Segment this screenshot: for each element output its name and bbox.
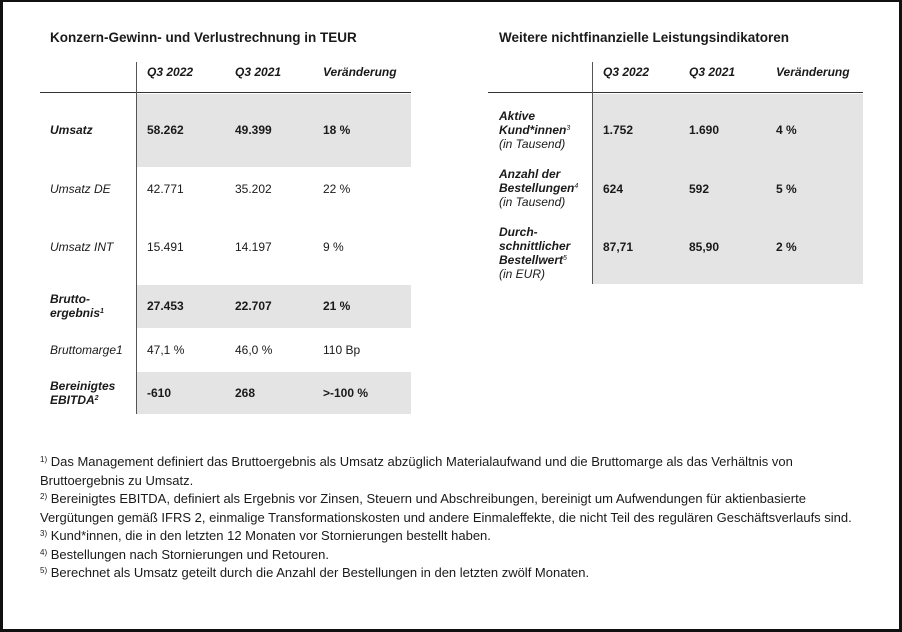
value-q3-2022: 87,71 (603, 240, 634, 254)
footnote-mark: 1) (40, 455, 48, 464)
row-label-line2: schnittlicher (499, 239, 571, 253)
row-label-line1: Brutto- (50, 292, 90, 306)
value-change: 2 % (776, 240, 797, 254)
header-divider (488, 92, 863, 93)
value-q3-2021: 14.197 (235, 240, 272, 254)
footnote-ref: 4 (574, 183, 579, 190)
column-divider (592, 62, 593, 284)
value-q3-2021: 35.202 (235, 182, 272, 196)
footnote-text: Kund*innen, die in den letzten 12 Monaten vor Stornierungen bestellt haben. (50, 528, 491, 543)
value-q3-2022: 1.752 (603, 123, 634, 137)
footnote-mark: 3) (40, 529, 48, 538)
footnote-ref: 3 (566, 125, 571, 132)
row-label-line1: Durch- (499, 225, 538, 239)
row-label-line2: Bestellungen (499, 181, 575, 195)
row-label (499, 167, 578, 209)
footnote-ref: 5 (563, 255, 567, 262)
row-label (50, 379, 115, 407)
footnote-1 (40, 453, 870, 490)
footnote-4 (40, 546, 870, 565)
column-divider (136, 62, 137, 414)
value-q3-2022: -610 (147, 386, 172, 400)
value-change: 110 Bp (323, 343, 361, 357)
value-q3-2021: 85,90 (689, 240, 720, 254)
footnote-text: Bestellungen nach Stornierungen und Retouren. (50, 546, 330, 562)
row-label-line2: EBITDA (50, 393, 95, 407)
value-change: >-100 % (323, 386, 369, 400)
footnote-text: Berechnet als Umsatz geteilt durch die Anzahl der Bestellungen in den letzten zwölf Monaten. (50, 565, 590, 580)
column-header-change: Veränderung (323, 65, 397, 79)
footnote-text: Das Management definiert das Bruttoergebnis als Umsatz abzüglich Materialaufwand und die Bruttomarge als das Verhältnis von Bruttoergebnis zu Umsatz. (40, 454, 793, 488)
value-q3-2021: 1.690 (689, 123, 720, 137)
row-label-line1: Aktive (499, 109, 536, 123)
value-change: 18 % (323, 123, 351, 137)
value-change: 5 % (776, 182, 797, 196)
column-header-q3-2021: Q3 2021 (235, 65, 282, 79)
value-change: 22 % (323, 182, 351, 196)
value-q3-2021: 22.707 (235, 299, 272, 313)
value-q3-2021: 592 (689, 182, 710, 196)
column-header-q3-2022: Q3 2022 (147, 65, 194, 79)
value-q3-2022: 27.453 (147, 299, 184, 313)
row-label-line1: Bereinigtes (50, 379, 116, 393)
value-q3-2022: 15.491 (147, 240, 184, 254)
row-label: Bruttomarge1 (50, 343, 123, 357)
value-q3-2022: 42.771 (147, 182, 184, 196)
row-label (499, 109, 570, 151)
row-label (50, 292, 104, 320)
row-unit: (in Tausend) (499, 195, 566, 209)
row-label: Umsatz INT (50, 240, 114, 254)
value-q3-2021: 49.399 (235, 123, 272, 137)
value-change: 21 % (323, 299, 351, 313)
value-q3-2022: 624 (603, 182, 624, 196)
footnote-5 (40, 564, 870, 583)
column-header-q3-2022: Q3 2022 (603, 65, 650, 79)
footnote-ref: 1 (100, 308, 104, 315)
row-unit: (in EUR) (499, 267, 546, 281)
column-header-change: Veränderung (776, 65, 850, 79)
row-highlight (593, 94, 863, 284)
footnote-text: Bereinigtes EBITDA, definiert als Ergebnis vor Zinsen, Steuern und Abschreibungen, bereinigt um Aufwendungen für aktienbasierte Vergütungen gemäß IFRS 2, einmalige Transformationskosten und andere Einmaleffekte, die nicht Teil des regulären Geschäftsverlaufs sind. (40, 491, 852, 525)
value-q3-2021: 46,0 % (235, 343, 273, 357)
row-label-line1: Anzahl der (499, 167, 561, 181)
row-label-line3: Bestellwert (499, 253, 564, 267)
footnote-ref: 2 (94, 395, 99, 402)
row-unit: (in Tausend) (499, 137, 566, 151)
row-label: Umsatz (50, 123, 93, 137)
header-divider (40, 92, 411, 93)
footnote-mark: 5) (40, 566, 48, 575)
row-label-line2: Kund*innen (499, 123, 567, 137)
row-highlight (137, 372, 411, 414)
column-header-q3-2021: Q3 2021 (689, 65, 736, 79)
footnote-2 (40, 490, 870, 527)
kpi-title: Weitere nichtfinanzielle Leistungsindikatoren (499, 30, 790, 45)
value-q3-2022: 47,1 % (147, 343, 185, 357)
footnote-mark: 2) (40, 492, 48, 501)
income-statement-title: Konzern-Gewinn- und Verlustrechnung in TEUR (50, 30, 357, 45)
value-q3-2022: 58.262 (147, 123, 184, 137)
row-label-line2: ergebnis (50, 306, 101, 320)
value-q3-2021: 268 (235, 386, 256, 400)
footnotes (40, 453, 870, 583)
footnote-3 (40, 527, 870, 546)
row-label: Umsatz DE (50, 182, 111, 196)
footnote-mark: 4) (40, 547, 48, 557)
value-change: 4 % (776, 123, 797, 137)
row-label (499, 225, 570, 281)
value-change: 9 % (323, 240, 344, 254)
